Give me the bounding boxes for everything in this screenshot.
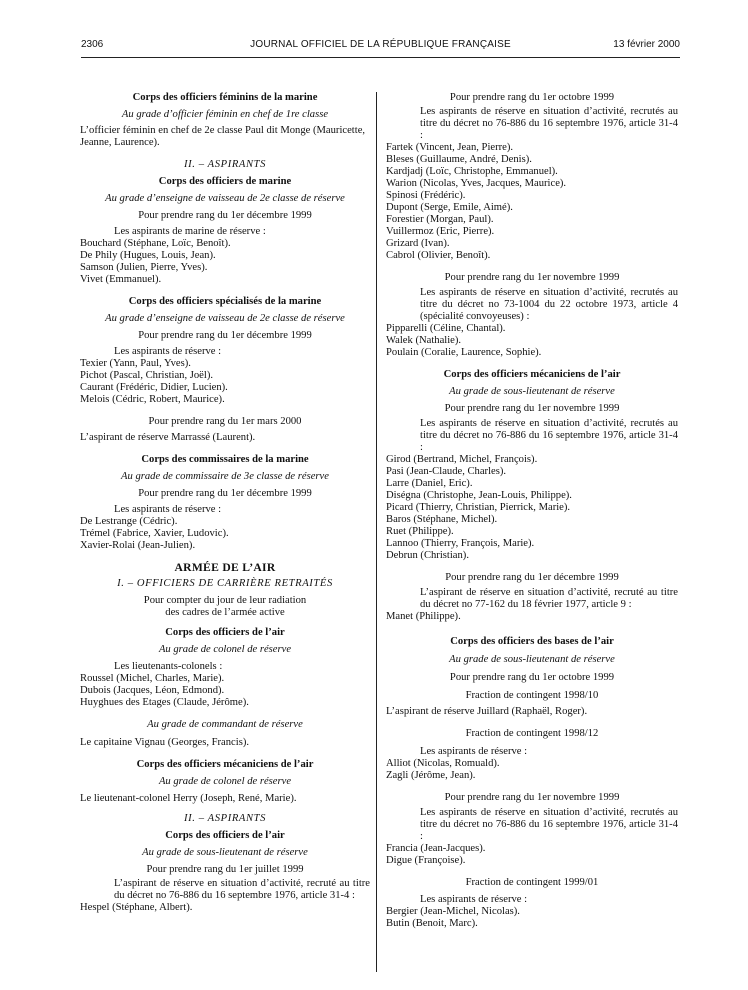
list-item: Huyghues des Etages (Claude, Jérôme).	[80, 697, 249, 708]
list-item: Xavier-Rolai (Jean-Julien).	[80, 540, 196, 551]
name-list	[386, 843, 678, 867]
list-item: Trémel (Fabrice, Xavier, Ludovic).	[80, 528, 229, 539]
body-text: L’aspirant de réserve Juillard (Raphaël, Roger).	[386, 706, 588, 717]
list-item: Bergier (Jean-Michel, Nicolas).	[386, 906, 520, 917]
left-column	[80, 92, 370, 914]
grade-line: Au grade d’enseigne de vaisseau de 2e classe de réserve	[105, 313, 345, 324]
list-item: Spinosi (Frédéric).	[386, 190, 466, 201]
subsection-title: II. – ASPIRANTS	[183, 813, 267, 824]
section-heading: Corps des officiers spécialisés de la marine	[128, 296, 322, 307]
rank-line: Pour prendre rang du 1er décembre 1999	[138, 210, 312, 221]
intro-text: Les lieutenants-colonels :	[114, 661, 223, 672]
intro-text: Les aspirants de réserve en situation d’activité, recrutés au titre du décret no 76-886 du 16 septembre 1976, article 31-4 :	[420, 807, 678, 842]
intro-text: Les aspirants de réserve en situation d’activité, recrutés au titre du décret no 76-886 du 16 septembre 1976, article 31-4 :	[420, 418, 678, 453]
intro-text: Les aspirants de réserve en situation d’activité, recrutés au titre du décret no 76-886 du 16 septembre 1976, article 31-4 :	[420, 106, 678, 141]
grade-line: Au grade de colonel de réserve	[158, 776, 292, 787]
rank-line: Pour prendre rang du 1er décembre 1999	[138, 488, 312, 499]
list-item: Zagli (Jérôme, Jean).	[386, 770, 476, 781]
list-item: Butin (Benoit, Marc).	[386, 918, 478, 929]
list-item: Texier (Yann, Paul, Yves).	[80, 358, 191, 369]
list-item: Fartek (Vincent, Jean, Pierre).	[386, 142, 514, 153]
list-item: Roussel (Michel, Charles, Marie).	[80, 673, 225, 684]
name-list	[386, 142, 678, 262]
list-item: Dubois (Jacques, Léon, Edmond).	[80, 685, 225, 696]
issue-date: 13 février 2000	[613, 39, 680, 50]
list-item: Lannoo (Thierry, François, Marie).	[386, 538, 535, 549]
list-item: Pipparelli (Céline, Chantal).	[386, 323, 506, 334]
list-item: Warion (Nicolas, Yves, Jacques, Maurice).	[386, 178, 567, 189]
name-list	[386, 906, 678, 930]
rank-line: Pour prendre rang du 1er juillet 1999	[146, 864, 304, 875]
list-item: Ruet (Philippe).	[386, 526, 454, 537]
grade-line: Au grade d’enseigne de vaisseau de 2e classe de réserve	[105, 193, 345, 204]
list-item: Grizard (Ivan).	[386, 238, 450, 249]
section-heading: Corps des commissaires de la marine	[141, 454, 309, 465]
rank-line: Pour prendre rang du 1er octobre 1999	[449, 92, 615, 103]
intro-text: Les aspirants de réserve :	[420, 894, 528, 905]
intro-text: Les aspirants de réserve :	[420, 746, 528, 757]
body-text: L’officier féminin en chef de 2e classe Paul dit Monge (Mauricette, Jeanne, Laurence).	[80, 125, 366, 148]
intro-text: Les aspirants de réserve :	[114, 504, 222, 515]
list-item: Manet (Philippe).	[386, 611, 461, 622]
radiation-line: des cadres de l’armée active	[165, 607, 285, 618]
grade-line: Au grade de commandant de réserve	[147, 719, 303, 730]
column-divider	[376, 92, 377, 972]
list-item: Caurant (Frédéric, Didier, Lucien).	[80, 382, 228, 393]
contingent-line: Fraction de contingent 1999/01	[465, 877, 599, 888]
section-heading: Corps des officiers féminins de la marine	[132, 92, 318, 103]
intro-text: Les aspirants de réserve en situation d’activité, recrutés au titre du décret no 73-1004 du 22 octobre 1973, article 4 (spécialité convoyeuses) :	[420, 287, 678, 322]
grade-line: Au grade de sous-lieutenant de réserve	[142, 847, 308, 858]
list-item: Girod (Bertrand, Michel, François).	[386, 454, 538, 465]
rank-line: Pour prendre rang du 1er mars 2000	[148, 416, 302, 427]
page-header	[81, 39, 680, 53]
list-item: Debrun (Christian).	[386, 550, 469, 561]
list-item: Larre (Daniel, Eric).	[386, 478, 473, 489]
rank-line: Pour prendre rang du 1er novembre 1999	[444, 792, 620, 803]
list-item: Melois (Cédric, Robert, Maurice).	[80, 394, 225, 405]
list-item: Bleses (Guillaume, André, Denis).	[386, 154, 532, 165]
grade-line: Au grade de colonel de réserve	[158, 644, 292, 655]
list-item: Kardjadj (Loïc, Christophe, Emmanuel).	[386, 166, 558, 177]
list-item: Alliot (Nicolas, Romuald).	[386, 758, 500, 769]
name-list	[80, 673, 370, 709]
list-item: Baros (Stéphane, Michel).	[386, 514, 498, 525]
header-rule	[81, 57, 680, 58]
name-list	[80, 358, 370, 406]
rank-line: Pour prendre rang du 1er décembre 1999	[138, 330, 312, 341]
list-item: Hespel (Stéphane, Albert).	[80, 902, 193, 913]
name-list	[386, 323, 678, 359]
list-item: Picard (Thierry, Christian, Pierrick, Marie).	[386, 502, 571, 513]
section-heading: Corps des officiers mécaniciens de l’air	[136, 759, 314, 770]
part-title: ARMÉE DE L’AIR	[174, 561, 276, 574]
rank-line: Pour prendre rang du 1er octobre 1999	[449, 672, 615, 683]
section-heading: Corps des officiers mécaniciens de l’air	[443, 369, 621, 380]
list-item: Pasi (Jean-Claude, Charles).	[386, 466, 507, 477]
name-list	[80, 516, 370, 552]
section-heading: Corps des officiers de l’air	[165, 627, 285, 638]
subsection-title: I. – OFFICIERS DE CARRIÈRE RETRAITÉS	[117, 578, 333, 589]
journal-title: JOURNAL OFFICIEL DE LA RÉPUBLIQUE FRANÇAISE	[250, 39, 511, 50]
intro-text: Les aspirants de marine de réserve :	[114, 226, 266, 237]
list-item: Forestier (Morgan, Paul).	[386, 214, 494, 225]
body-text: L’aspirant de réserve Marrassé (Laurent).	[80, 432, 256, 443]
intro-text: L’aspirant de réserve en situation d’activité, recruté au titre du décret no 76-886 du 16 septembre 1976, article 31-4 :	[114, 878, 370, 901]
rank-line: Pour prendre rang du 1er novembre 1999	[444, 272, 620, 283]
list-item: Cabrol (Olivier, Benoît).	[386, 250, 491, 261]
name-list	[386, 454, 678, 562]
section-heading: Corps des officiers de marine	[158, 176, 292, 187]
grade-line: Au grade de commissaire de 3e classe de réserve	[121, 471, 329, 482]
body-text: Le capitaine Vignau (Georges, Francis).	[80, 737, 250, 748]
list-item: De Phily (Hugues, Louis, Jean).	[80, 250, 216, 261]
page-number: 2306	[81, 39, 104, 50]
grade-line: Au grade de sous-lieutenant de réserve	[449, 386, 615, 397]
rank-line: Pour prendre rang du 1er décembre 1999	[445, 572, 619, 583]
list-item: Francia (Jean-Jacques).	[386, 843, 486, 854]
rank-line: Pour prendre rang du 1er novembre 1999	[444, 403, 620, 414]
list-item: De Lestrange (Cédric).	[80, 516, 178, 527]
grade-line: Au grade de sous-lieutenant de réserve	[449, 654, 615, 665]
list-item: Digue (Françoise).	[386, 855, 466, 866]
list-item: Walek (Nathalie).	[386, 335, 462, 346]
list-item: Vuillermoz (Eric, Pierre).	[386, 226, 495, 237]
radiation-line: Pour compter du jour de leur radiation	[143, 595, 307, 606]
name-list	[80, 238, 370, 286]
right-column	[386, 92, 678, 930]
subsection-title: II. – ASPIRANTS	[183, 159, 267, 170]
section-heading: Corps des officiers de l’air	[165, 830, 285, 841]
list-item: Samson (Julien, Pierre, Yves).	[80, 262, 208, 273]
contingent-line: Fraction de contingent 1998/12	[465, 728, 599, 739]
name-list	[386, 758, 678, 782]
list-item: Pichot (Pascal, Christian, Joël).	[80, 370, 213, 381]
list-item: Bouchard (Stéphane, Loïc, Benoît).	[80, 238, 231, 249]
intro-text: Les aspirants de réserve :	[114, 346, 222, 357]
section-heading: Corps des officiers des bases de l’air	[450, 636, 614, 647]
list-item: Diségna (Christophe, Jean-Louis, Philippe).	[386, 490, 572, 501]
grade-line: Au grade d’officier féminin en chef de 1re classe	[121, 109, 329, 120]
list-item: Vivet (Emmanuel).	[80, 274, 162, 285]
intro-text: L’aspirant de réserve en situation d’activité, recruté au titre du décret no 77-162 du 18 février 1977, article 9 :	[420, 587, 678, 610]
list-item: Poulain (Coralie, Laurence, Sophie).	[386, 347, 542, 358]
contingent-line: Fraction de contingent 1998/10	[465, 690, 599, 701]
list-item: Dupont (Serge, Emile, Aimé).	[386, 202, 513, 213]
body-text: Le lieutenant-colonel Herry (Joseph, René, Marie).	[80, 793, 297, 804]
